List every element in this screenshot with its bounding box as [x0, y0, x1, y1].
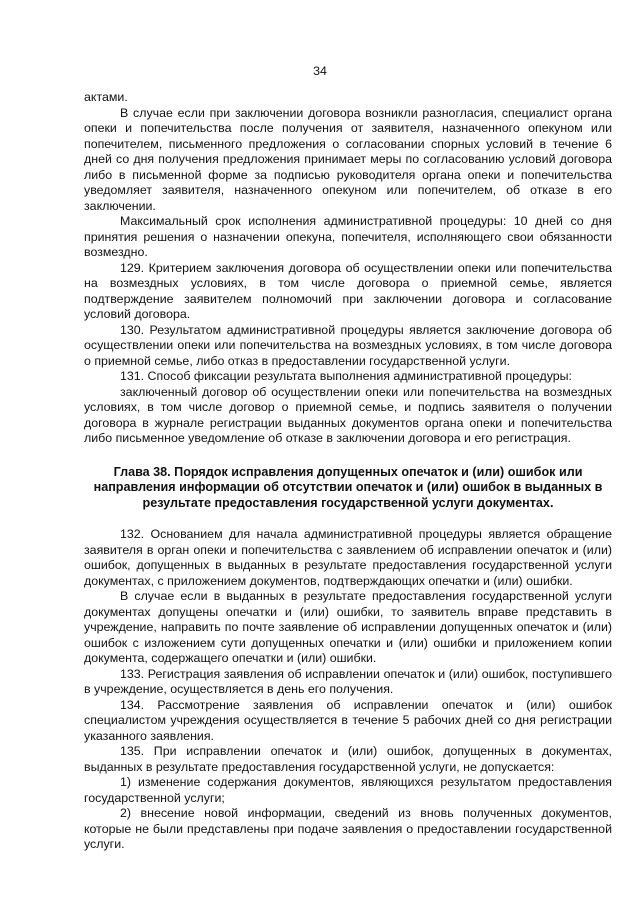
paragraph: 1) изменение содержания документов, являющихся результатом предоставления государственной услуги;	[84, 775, 612, 805]
paragraph: Максимальный срок исполнения административной процедуры: 10 дней со дня принятия решения о назначении опекуна, попечителя, исполняющего свои обязанности возмездно.	[84, 214, 612, 259]
paragraph: 2) внесение новой информации, сведений из вновь полученных документов, которые не были представлены при подаче заявления о предоставлении государственной услуги.	[84, 806, 612, 851]
paragraph: 135. При исправлении опечаток и (или) ошибок, допущенных в документах, выданных в результате предоставления государственной услуги, не допускается:	[84, 744, 612, 774]
page-number: 34	[313, 64, 327, 78]
section-after-heading	[84, 527, 612, 853]
paragraph: 130. Результатом административной процедуры является заключение договора об осуществлении опеки или попечительства на возмездных условиях, в том числе договора о приемной семье, либо отказ в предоставлении государственной услуги.	[84, 322, 612, 368]
paragraph: актами.	[84, 90, 128, 104]
paragraph: В случае если в выданных в результате предоставления государственной услуги документах допущены опечатки и (или) ошибки, то заявитель вправе представить в учреждение, направить по почте заявление об исправлении допущенных опечаток и (или) ошибок с изложением сути допущенных опечатки и (или) ошибки и приложением копии документа, содержащего опечатки и (или) ошибки.	[84, 589, 612, 665]
paragraph: В случае если при заключении договора возникли разногласия, специалист органа опеки и попечительства после получения от заявителя, назначенного опекуном или попечителем, письменного предложения о согласовании спорных условий в течение 6 дней со дня получения предложения принимает меры по согласованию условий договора либо в письменной форме за подписью руководителя органа опеки и попечительства уведомляет заявителя, назначенного опекуном или попечителем, об отказе в его заключении.	[84, 105, 612, 213]
paragraph: заключенный договор об осуществлении опеки или попечительства на возмездных условиях, в том числе договор о приемной семье, и подпись заявителя о получении договора в журнале регистрации выданных документов органа опеки и попечительства либо письменное уведомление об отказе в заключении договора и его регистрация.	[84, 384, 612, 445]
paragraph: 131. Способ фиксации результата выполнения административной процедуры:	[120, 369, 573, 383]
chapter-heading: Глава 38. Порядок исправления допущенных опечаток и (или) ошибок или направления информации об отсутствии опечаток и (или) ошибок в выданных в результате предоставления государственной услуги документах.	[93, 464, 603, 510]
paragraph: 134. Рассмотрение заявления об исправлении опечаток и (или) ошибок специалистом учреждения осуществляется в течение 5 рабочих дней со дня регистрации указанного заявления.	[84, 697, 612, 743]
section-before-heading	[84, 90, 612, 447]
paragraph: 132. Основанием для начала административной процедуры является обращение заявителя в орган опеки и попечительства с заявлением об исправлении опечаток и (или) ошибок, допущенных в выданных в результате предоставления государственной услуги документах, с приложением документов, подтверждающих опечатки и (или) ошибки.	[84, 527, 612, 588]
paragraph: 133. Регистрация заявления об исправлении опечаток и (или) ошибок, поступившего в учреждение, осуществляется в день его получения.	[84, 666, 612, 696]
document-body	[84, 90, 612, 853]
paragraph: 129. Критерием заключения договора об осуществлении опеки или попечительства на возмездных условиях, в том числе договора о приемной семье, является подтверждение заявителем полномочий при заключении договора и согласование условий договора.	[84, 260, 612, 321]
